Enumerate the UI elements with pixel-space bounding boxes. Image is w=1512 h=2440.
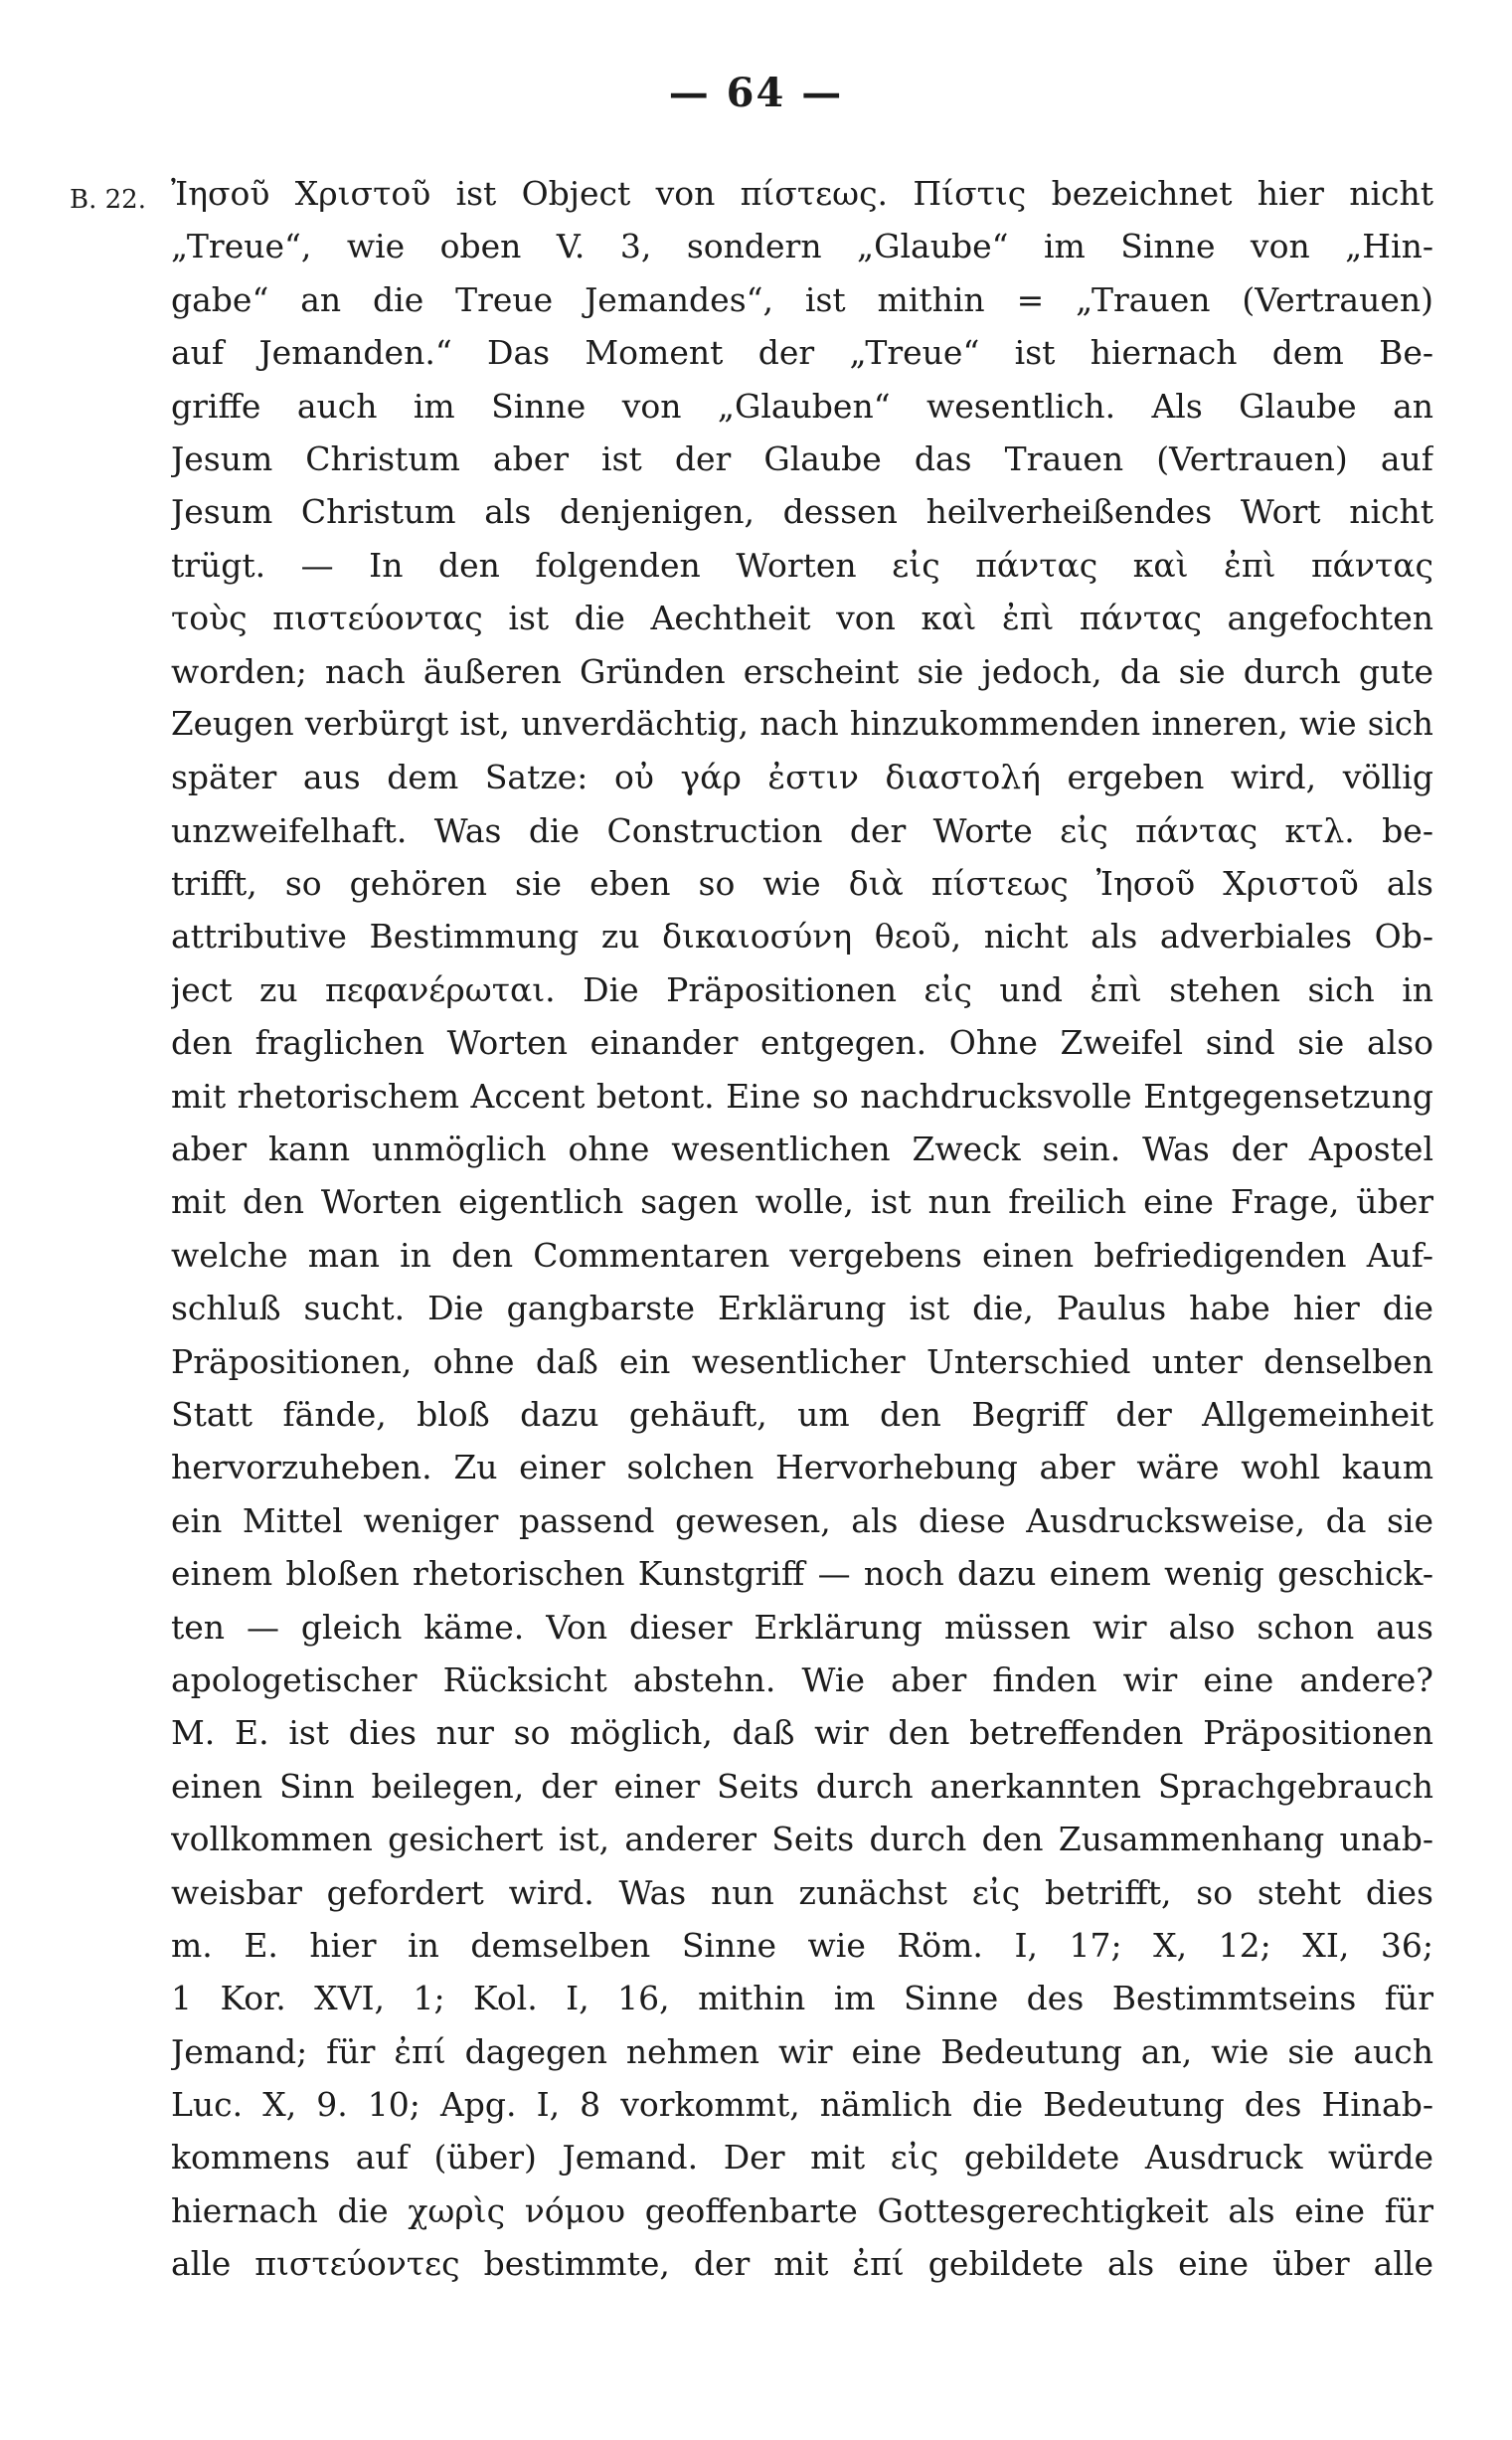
- text-line: τοὺς πιστεύοντας ist die Aechtheit von καὶ ἐπὶ πάντας angefochten: [171, 599, 1433, 638]
- text-line: vollkommen gesichert ist, anderer Seits durch den Zusammenhang unab-: [171, 1820, 1433, 1859]
- text-line: Jemand; für ἐπί dagegen nehmen wir eine Bedeutung an, wie sie auch: [171, 2031, 1433, 2071]
- text-line: welche man in den Commentaren vergebens einen befriedigenden Auf-: [171, 1235, 1433, 1275]
- body-text: [171, 167, 1433, 2291]
- text-line: den fraglichen Worten einander entgegen. Ohne Zweifel sind sie also: [171, 1023, 1433, 1063]
- verse-marker: B. 22.: [70, 185, 146, 215]
- text-line: kommens auf (über) Jemand. Der mit εἰς gebildete Ausdruck würde: [171, 2138, 1433, 2178]
- text-line: ject zu πεφανέρωται. Die Präpositionen εἰς und ἐπὶ stehen sich in: [171, 969, 1433, 1009]
- text-line: Ἰησοῦ Χριστοῦ ist Object von πίστεως. Πίστις bezeichnet hier nicht: [171, 174, 1433, 213]
- text-line: alle πιστεύοντες bestimmte, der mit ἐπί gebildete als eine über alle: [171, 2244, 1433, 2284]
- text-line: griffe auch im Sinne von „Glauben“ wesentlich. Als Glaube an: [171, 386, 1433, 426]
- text-line: trifft, so gehören sie eben so wie διὰ πίστεως Ἰησοῦ Χριστοῦ als: [171, 864, 1433, 904]
- text-line: einem bloßen rhetorischen Kunstgriff — noch dazu einem wenig geschick-: [171, 1554, 1433, 1594]
- text-line: trügt. — In den folgenden Worten εἰς πάντας καὶ ἐπὶ πάντας: [171, 545, 1433, 585]
- text-line: weisbar gefordert wird. Was nun zunächst εἰς betrifft, so steht dies: [171, 1872, 1433, 1912]
- text-line: m. E. hier in demselben Sinne wie Röm. I, 17; X, 12; XI, 36;: [171, 1925, 1433, 1965]
- text-line: einen Sinn beilegen, der einer Seits durch anerkannten Sprachgebrauch: [171, 1766, 1433, 1806]
- text-line: attributive Bestimmung zu δικαιοσύνη θεοῦ, nicht als adverbiales Ob-: [171, 917, 1433, 957]
- text-line: 1 Kor. XVI, 1; Kol. I, 16, mithin im Sinne des Bestimmtseins für: [171, 1979, 1433, 2018]
- text-line: auf Jemanden.“ Das Moment der „Treue“ ist hiernach dem Be-: [171, 333, 1433, 373]
- text-line: gabe“ an die Treue Jemandes“, ist mithin = „Trauen (Vertrauen): [171, 279, 1433, 319]
- text-line: hiernach die χωρὶς νόμου geoffenbarte Gottesgerechtigkeit als eine für: [171, 2190, 1433, 2230]
- page-number: — 64 —: [668, 70, 844, 116]
- text-line: schluß sucht. Die gangbarste Erklärung ist die, Paulus habe hier die: [171, 1289, 1433, 1328]
- text-line: apologetischer Rücksicht abstehn. Wie aber finden wir eine andere?: [171, 1659, 1433, 1699]
- text-line: Statt fände, bloß dazu gehäuft, um den Begriff der Allgemeinheit: [171, 1394, 1433, 1434]
- text-line: ten — gleich käme. Von dieser Erklärung müssen wir also schon aus: [171, 1607, 1433, 1647]
- text-line: ein Mittel weniger passend gewesen, als diese Ausdrucksweise, da sie: [171, 1500, 1433, 1540]
- text-line: worden; nach äußeren Gründen erscheint sie jedoch, da sie durch gute: [171, 651, 1433, 691]
- text-line: Jesum Christum aber ist der Glaube das Trauen (Vertrauen) auf: [171, 438, 1433, 478]
- text-line: M. E. ist dies nur so möglich, daß wir den betreffenden Präpositionen: [171, 1713, 1433, 1753]
- text-line: später aus dem Satze: οὐ γάρ ἐστιν διαστολή ergeben wird, völlig: [171, 758, 1433, 797]
- text-line: unzweifelhaft. Was die Construction der Worte εἰς πάντας κτλ. be-: [171, 810, 1433, 850]
- text-line: „Treue“, wie oben V. 3, sondern „Glaube“ im Sinne von „Hin-: [171, 227, 1433, 266]
- text-line: mit den Worten eigentlich sagen wolle, ist nun freilich eine Frage, über: [171, 1182, 1433, 1222]
- text-line: hervorzuheben. Zu einer solchen Hervorhebung aber wäre wohl kaum: [171, 1448, 1433, 1487]
- text-line: Luc. X, 9. 10; Apg. I, 8 vorkommt, nämlich die Bedeutung des Hinab-: [171, 2085, 1433, 2125]
- text-line: Jesum Christum als denjenigen, dessen heilverheißendes Wort nicht: [171, 492, 1433, 532]
- text-line: Präpositionen, ohne daß ein wesentlicher Unterschied unter denselben: [171, 1341, 1433, 1381]
- text-line: mit rhetorischem Accent betont. Eine so nachdrucksvolle Entgegensetzung: [171, 1076, 1433, 1116]
- text-line: aber kann unmöglich ohne wesentlichen Zweck sein. Was der Apostel: [171, 1130, 1433, 1169]
- text-line: Zeugen verbürgt ist, unverdächtig, nach hinzukommenden inneren, wie sich: [171, 704, 1433, 743]
